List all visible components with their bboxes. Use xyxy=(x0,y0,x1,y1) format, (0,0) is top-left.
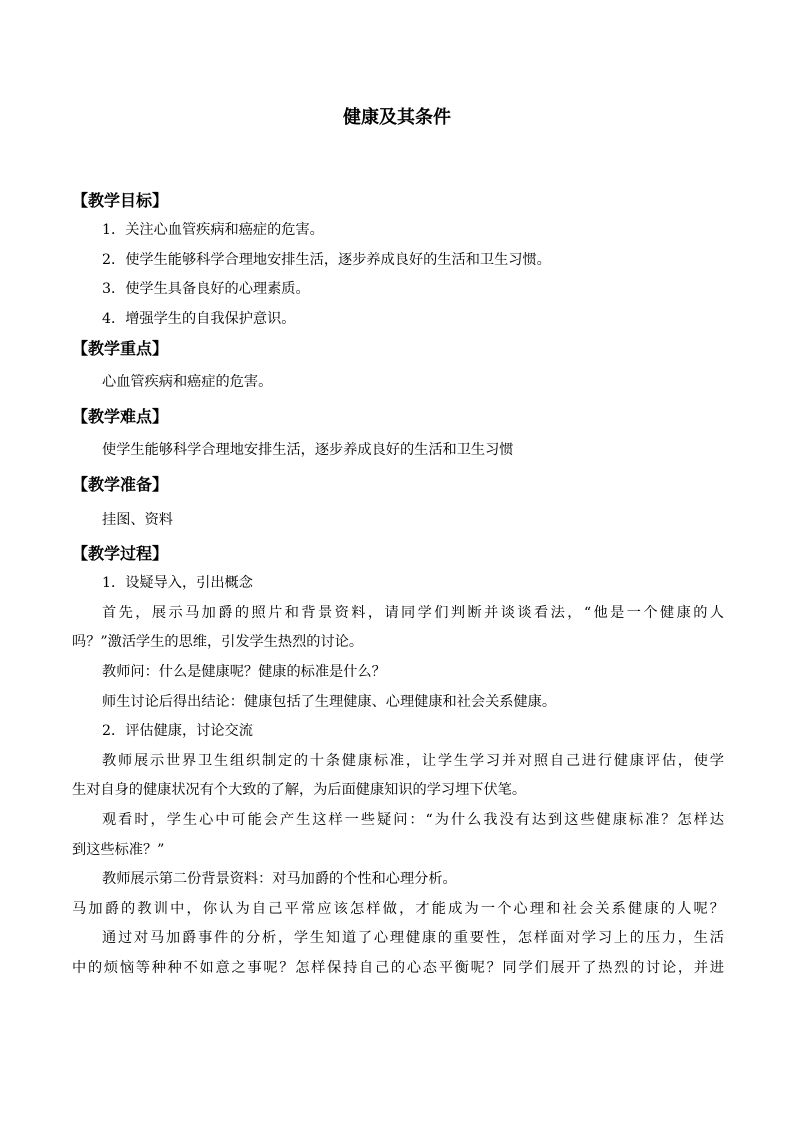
section-heading-key-points: 【教学重点】 xyxy=(72,339,169,359)
section-heading-process: 【教学过程】 xyxy=(72,544,169,564)
objective-item: 2．使学生能够科学合理地安排生活，逐步养成良好的生活和卫生习惯。 xyxy=(102,251,551,268)
process-line: 教师展示第二份背景资料：对马加爵的个性和心理分析。 xyxy=(102,871,457,888)
objective-item: 3．使学生具备良好的心理素质。 xyxy=(102,281,310,298)
preparation-text: 挂图、资料 xyxy=(102,511,173,528)
section-heading-difficulties: 【教学难点】 xyxy=(72,406,169,426)
process-line: 马加爵的教训中，你认为自己平常应该怎样做，才能成为一个心理和社会关系健康的人呢？ xyxy=(72,900,724,917)
process-line: 教师展示世界卫生组织制定的十条健康标准，让学生学习并对照自己进行健康评估，使学 xyxy=(102,752,724,769)
process-line: 2．评估健康，讨论交流 xyxy=(102,723,253,740)
document-title: 健康及其条件 xyxy=(343,107,451,128)
process-line: 教师问：什么是健康呢？健康的标准是什么？ xyxy=(102,663,386,680)
section-heading-objectives: 【教学目标】 xyxy=(72,191,169,210)
document-body xyxy=(72,186,724,983)
process-line: 观看时，学生心中可能会产生这样一些疑问：“为什么我没有达到这些健康标准？怎样达 xyxy=(102,811,724,828)
objective-item: 4．增强学生的自我保护意识。 xyxy=(102,310,296,327)
process-line: 师生讨论后得出结论：健康包括了生理健康、心理健康和社会关系健康。 xyxy=(102,693,557,710)
difficulties-text: 使学生能够科学合理地安排生活，逐步养成良好的生活和卫生习惯 xyxy=(102,441,514,458)
process-line: 到这些标准？” xyxy=(72,841,165,858)
process-line: 中的烦恼等种种不如意之事呢？怎样保持自己的心态平衡呢？同学们展开了热烈的讨论，并进 xyxy=(72,959,724,976)
process-line: 1．设疑导入，引出概念 xyxy=(102,575,253,592)
process-line: 生对自身的健康状况有个大致的了解，为后面健康知识的学习埋下伏笔。 xyxy=(72,782,527,799)
process-line: 首先，展示马加爵的照片和背景资料，请同学们判断并谈谈看法，“他是一个健康的人 xyxy=(102,604,724,621)
objective-item: 1．关注心血管疾病和癌症的危害。 xyxy=(102,222,324,238)
section-heading-preparation: 【教学准备】 xyxy=(72,474,169,494)
key-points-text: 心血管疾病和癌症的危害。 xyxy=(102,374,273,391)
process-line: 吗？”激活学生的思维，引发学生热烈的讨论。 xyxy=(72,634,364,651)
process-line: 通过对马加爵事件的分析，学生知道了心理健康的重要性，怎样面对学习上的压力，生活 xyxy=(102,930,724,947)
